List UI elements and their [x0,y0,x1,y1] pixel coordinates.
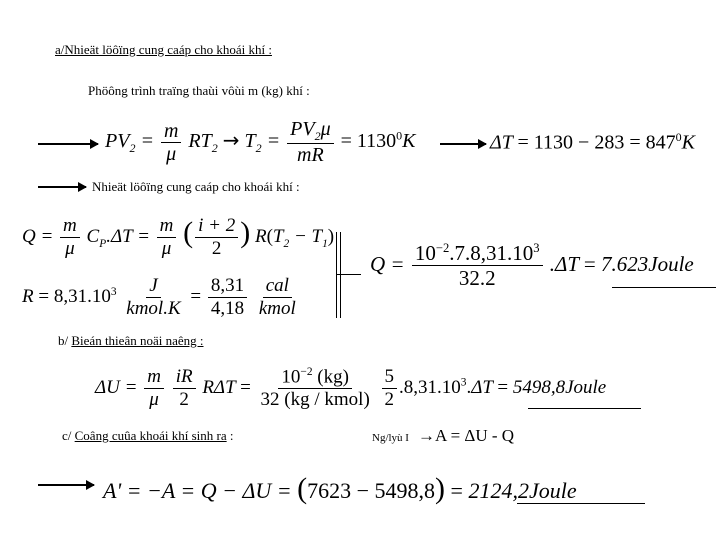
bracket-divider [340,232,341,318]
arrow-right-icon [440,143,486,145]
equation-work: A' = −A = Q − ΔU = (7623 − 5498,8) = 2124,2Joule [103,472,577,505]
part-c-heading: c/ Coâng cuûa khoái khí sinh ra : [62,428,234,443]
equation-delta-U: ΔU = $\frac{m}{\mu}$ $\frac{iR}{2}$ RΔT = $\frac{10^{-2} (kg)}{\text{32 (kg / kmol)}}$ $\frac{5}{2}$ $.8,31.10^3.\Delta T$ = 5498,8Joule [95,365,607,411]
equation-Q-value: Q = $\frac{10^{-2}.7.8,31.10^3}{32.2}$ .ΔT = 7.623Joule [370,241,694,291]
delta-U-result-underline [528,408,641,409]
work-result: 2124,2Joule [468,478,577,503]
equation-Q-formula: Q = $\frac{m}{\mu}$ $C_P.\Delta T$ = $\frac{m}{\mu}$ ( $\frac{i + 2}{2}$ ) $R(T_2 - T_1)$ [22,215,335,259]
arrow-right-icon [38,143,98,145]
first-law-equation: →A = ΔU - Q [418,426,515,445]
part-b-heading: b/ Bieán thieân noäi naêng : [58,333,204,348]
state-equation-heading: Phöông trình traïng thaùi vôùi m (kg) khí : [88,83,310,98]
delta-U-result: 5498,8Joule [512,376,607,398]
arrow-right-icon [38,186,86,188]
bracket-divider [336,232,337,318]
first-law-label: Ng/lyù I [372,432,409,444]
equation-delta-T: $\Delta T = 1130 - 283 = 847^0K$ [490,130,695,154]
Q-result-underline [612,287,716,288]
connector-line [337,274,361,275]
part-a-heading: a/Nhieät löôïng cung caáp cho khoái khí : [55,42,272,57]
heat-supplied-label: Nhieät löôïng cung caáp cho khoái khí : [92,179,300,194]
Q-result: 7.623Joule [601,251,694,276]
work-result-underline [517,503,645,504]
equation-T2: $PV_2$ = $\frac{m}{\mu}$ $RT_2 \to T_2$ = $\frac{PV_2\mu}{mR}$ = $1130^0K$ [105,118,416,167]
arrow-right-icon [38,484,94,486]
equation-R-value: $R = 8,31.10^3$ $\frac{J}{\text{kmol.K}}$ = $\frac{8,31}{4,18}$ $\frac{\text{cal}}{\text{kmol}}$ [22,275,296,319]
